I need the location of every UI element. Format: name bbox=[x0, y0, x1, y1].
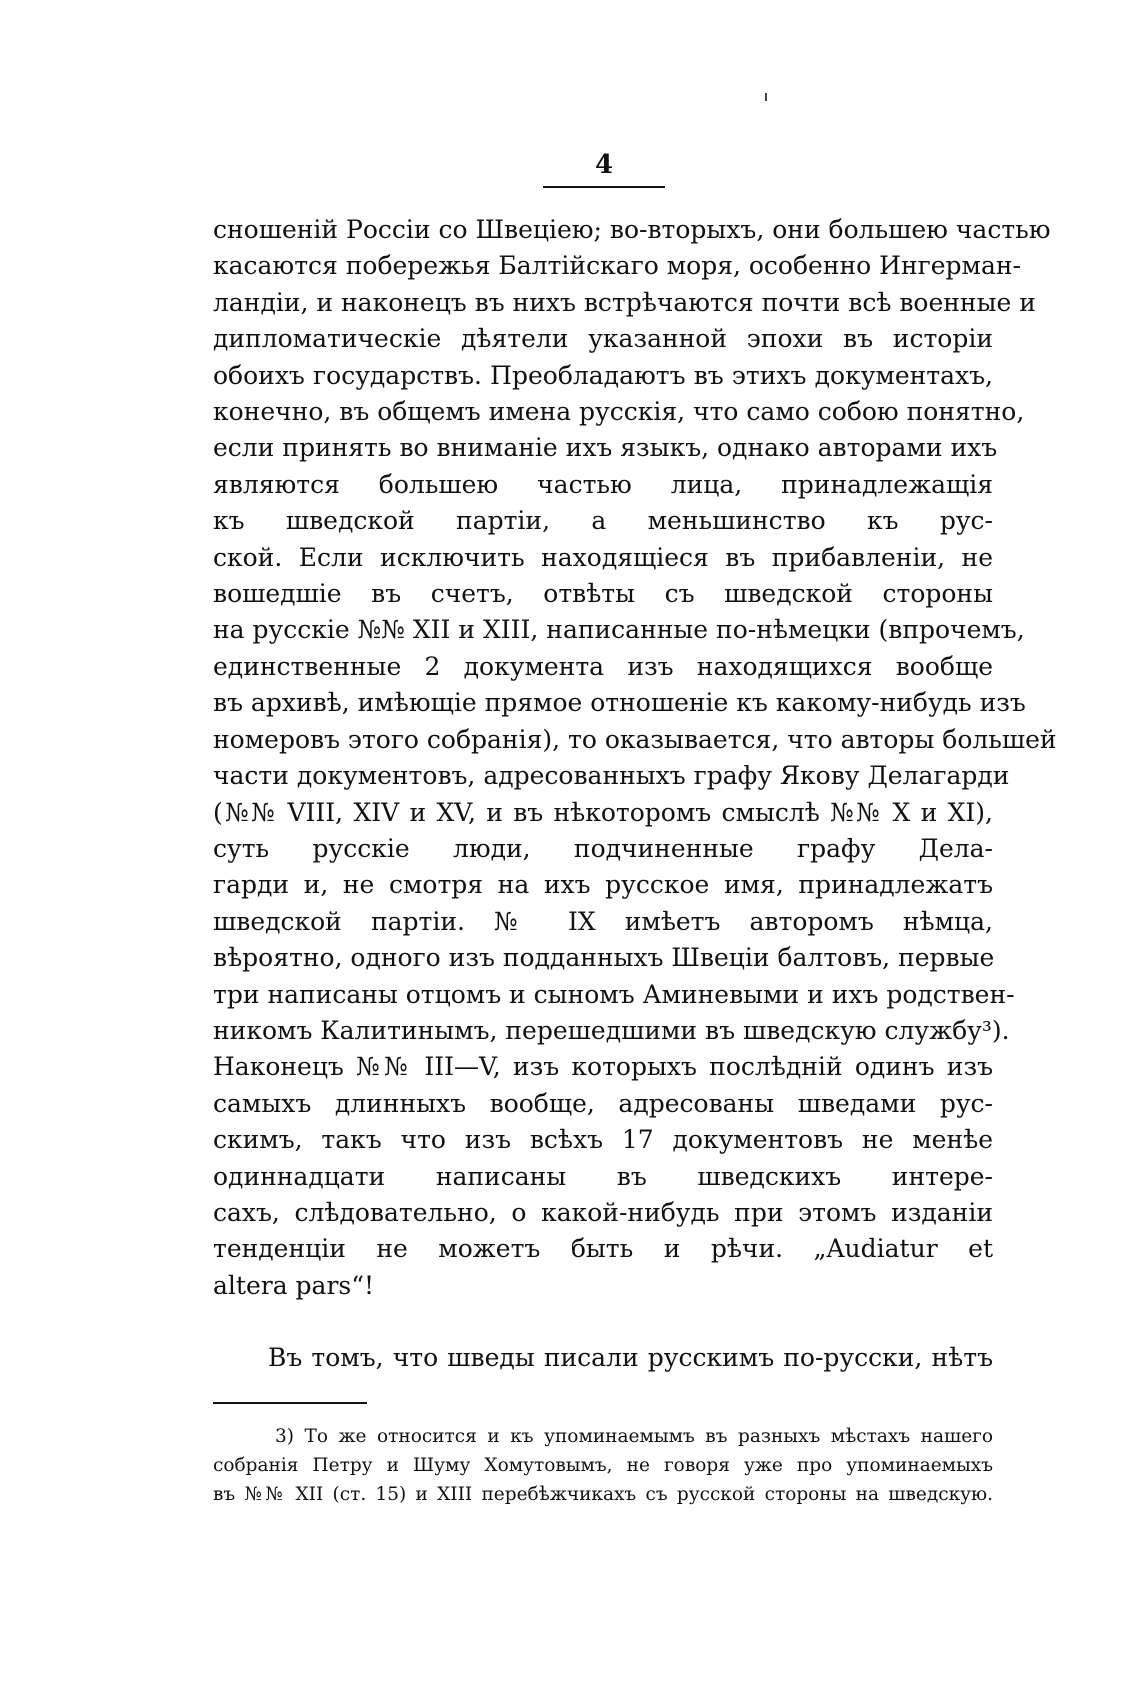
text-line: если принять во вниманіе ихъ языкъ, однако авторами ихъ bbox=[213, 433, 998, 463]
text-line: сахъ, слѣдовательно, о какой-нибудь при этомъ изданіи bbox=[213, 1197, 993, 1227]
footnotes bbox=[213, 1422, 993, 1509]
text-line: на русскіе №№ XII и XIII, написанные по-нѣмецки (впрочемъ, bbox=[213, 615, 1025, 645]
text-line: въ архивѣ, имѣющіе прямое отношеніе къ какому-нибудь изъ bbox=[213, 688, 1026, 718]
text-line: гарди и, не смотря на ихъ русское имя, принадлежатъ bbox=[213, 870, 993, 900]
text-line: являются большею частью лица, принадлежащія bbox=[213, 469, 993, 499]
page-number: 4 bbox=[594, 150, 614, 180]
paragraph-gap bbox=[213, 1304, 993, 1340]
footnote-line: собранія Петру и Шуму Хомутовымъ, не говоря уже про упоминаемыхъ bbox=[213, 1455, 993, 1476]
text-line: Въ томъ, что шведы писали русскимъ по-русски, нѣтъ bbox=[268, 1343, 993, 1373]
text-line: единственные 2 документа изъ находящихся вообще bbox=[213, 651, 993, 681]
text-line: одиннадцати написаны въ шведскихъ интере- bbox=[213, 1161, 993, 1191]
text-line: конечно, въ общемъ имена русскія, что само собою понятно, bbox=[213, 397, 1025, 427]
text-line: Наконецъ №№ III—V, изъ которыхъ послѣдній одинъ изъ bbox=[213, 1052, 993, 1082]
text-line: части документовъ, адресованныхъ графу Якову Делагарди bbox=[213, 761, 1010, 791]
text-line: скимъ, такъ что изъ всѣхъ 17 документовъ не менѣе bbox=[213, 1125, 993, 1155]
text-line: три написаны отцомъ и сыномъ Аминевыми и ихъ родствен- bbox=[213, 979, 1015, 1009]
text-line: шведской партіи. № IX имѣетъ авторомъ нѣмца, bbox=[213, 906, 993, 936]
text-line: (№№ VIII, XIV и XV, и въ нѣкоторомъ смыслѣ №№ X и XI), bbox=[213, 797, 993, 827]
text-line: тенденціи не можетъ быть и рѣчи. „Audiatur et bbox=[213, 1234, 993, 1264]
footnote-line: 3) То же относится и къ упоминаемымъ въ разныхъ мѣстахъ нашего bbox=[275, 1426, 993, 1447]
text-line: касаются побережья Балтійскаго моря, особенно Ингерман- bbox=[213, 251, 1021, 281]
text-line: суть русскіе люди, подчиненные графу Дела- bbox=[213, 833, 993, 863]
text-line: дипломатическіе дѣятели указанной эпохи въ исторіи bbox=[213, 324, 993, 354]
paragraph-1 bbox=[213, 212, 1057, 1304]
text-line: ской. Если исключить находящіеся въ прибавленіи, не bbox=[213, 542, 993, 572]
text-line: номеровъ этого собранія), то оказывается, что авторы большей bbox=[213, 724, 1057, 754]
text-line: къ шведской партіи, а меньшинство къ рус- bbox=[213, 506, 993, 536]
text-line: вѣроятно, одного изъ подданныхъ Швеціи балтовъ, первые bbox=[213, 943, 995, 973]
text-line: вошедшіе въ счетъ, отвѣты съ шведской стороны bbox=[213, 579, 993, 609]
footnote-separator bbox=[213, 1402, 367, 1404]
scan-speck bbox=[765, 93, 767, 101]
body-text bbox=[213, 212, 1057, 1377]
text-line: ландіи, и наконецъ въ нихъ встрѣчаются почти всѣ военные и bbox=[213, 287, 1036, 317]
text-line: никомъ Калитинымъ, перешедшими въ шведскую службу³). bbox=[213, 1015, 1010, 1045]
text-line: обоихъ государствъ. Преобладаютъ въ этихъ документахъ, bbox=[213, 360, 993, 390]
paragraph-2 bbox=[213, 1340, 993, 1376]
footnote-line: въ №№ XII (ст. 15) и XIII перебѣжчикахъ съ русской стороны на шведскую. bbox=[213, 1484, 993, 1505]
header-rule bbox=[543, 186, 665, 188]
page-header bbox=[543, 150, 665, 188]
text-line: altera pars“! bbox=[213, 1270, 375, 1300]
text-line: самыхъ длинныхъ вообще, адресованы шведами рус- bbox=[213, 1088, 993, 1118]
text-line: сношеній Россіи со Швеціею; во-вторыхъ, они большею частью bbox=[213, 215, 1051, 244]
